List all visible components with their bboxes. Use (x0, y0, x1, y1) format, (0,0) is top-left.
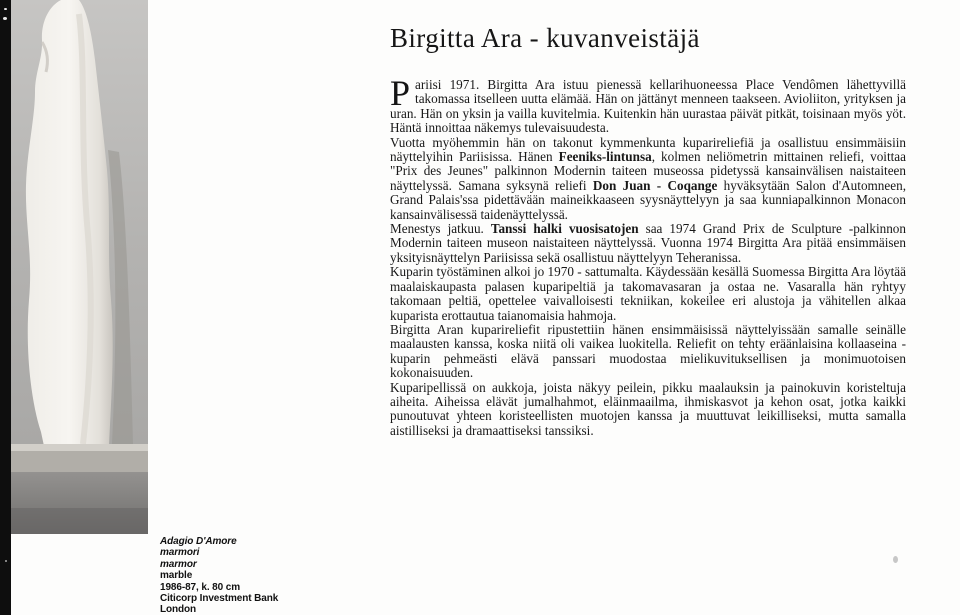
drop-cap: P (390, 73, 411, 113)
article-paragraph (390, 381, 906, 439)
sculpture-photo (11, 0, 148, 534)
caption-line: London (160, 604, 197, 615)
article (390, 22, 906, 438)
text-segment: Kuparin työstäminen alkoi jo 1970 - sattumalta. Käydessään kesällä Suomessa Birgitta Ara löytää maalaiskaupasta palasen kuparipeltiä ja takomavasaran ja ostaa ne. Vasaralla hän ryhtyy takomaan peltiä, opettelee vaivalloisesti tekniikan, kokeilee eri alustoja ja vähitellen alkaa kuparista erottautua taianomaisia hahmoja. (390, 264, 906, 323)
caption-line: 1986-87, k. 80 cm (160, 581, 241, 593)
article-paragraph (390, 222, 906, 265)
sculpture-photo-image (11, 0, 148, 534)
artwork-title: Tanssi halki vuosisatojen (490, 221, 639, 237)
text-segment: Kuparipellissä on aukkoja, joista näkyy peilein, pikku maalauksin ja painokuvin koristeltuja aiheita. Aiheissa elävät jumalhahmot, eläinmaailma, ihmiskasvot ja kehon osat, jotka kaikki punoutuvat yhteen koristeellisten muotojen kanssa ja muuttuvat leikilliseksi, mutta samalla aistilliseksi ja dramaattiseksi tanssiksi. (390, 379, 906, 438)
caption-line: marmori (160, 547, 200, 559)
text-segment: saa 1974 Grand Prix de Sculpture -palkinnon Modernin taiteen museon naistaiteen näyttelyssä. Vuonna 1974 Birgitta Ara pitää ensimmäisen yksityisnäyttelyn Pariisissa sekä osallistuu näyttelyyn Teheranissa. (390, 221, 906, 265)
article-paragraph (390, 136, 906, 222)
caption-line: Citicorp Investment Bank (160, 593, 279, 605)
page-title: Birgitta Ara - kuvanveistäjä (390, 23, 700, 53)
article-paragraph (390, 323, 906, 381)
artwork-title: Feeniks-lintunsa (558, 149, 652, 165)
article-paragraph (390, 73, 906, 136)
page-gutter-bar (0, 0, 11, 615)
caption-line: Adagio D'Amore (160, 536, 237, 547)
scan-artifact (893, 556, 898, 563)
photo-caption (160, 536, 278, 615)
text-segment: Birgitta Aran kuparireliefit ripustettiin hänen ensimmäisissä näyttelyissään samalle seinälle maalausten kanssa, koska niitä oli vaikea luokitella. Reliefit on tehty eräänlaisina kollaaseina - kuparin pehmeästi elävä panssari muodostaa mielikuvituksellisen ja monimuotoisen kokonaisuuden. (390, 321, 906, 381)
caption-line: marble (160, 570, 193, 582)
text-segment: , kolmen neliömetrin mittainen reliefi, voittaa "Prix des Jeunes" palkinnon Modernin taiteen museossa pidetyssä kansainvälisen naistaiteen näyttelyssä. Samana syksynä reliefi (390, 149, 907, 193)
artwork-title: Don Juan - Coqange (592, 177, 718, 193)
article-body (390, 73, 907, 438)
film-speck (5, 560, 7, 562)
text-segment: Menestys jatkuu. (390, 221, 491, 237)
caption-line: marmor (160, 558, 197, 570)
article-paragraph (390, 265, 906, 323)
text-segment: ariisi 1971. Birgitta Ara istuu pienessä kellarihuoneessa Place Vendômen lähettyvillä takomassa itselleen uutta elämää. Hän on jättänyt menneen taakseen. Avioliiton, yrityksen ja uran. Hän on yksin ja vailla kuvitelmia. Kuitenkin hän uurastaa päivät pitkät, toisinaan myös yöt. Häntä innoittaa näkemys tulevaisuudesta. (390, 77, 906, 136)
text-segment: Vuotta myöhemmin hän on takonut kymmenkunta kuparireliefiä ja osallistuu ensimmäisiin näyttelyihin Pariisissa. Hänen (390, 134, 906, 165)
text-segment: hyväksytään Salon d'Automneen, Grand Palais'ssa pidettävään maineikkaaseen syysnäyttelyyn ja saa kunniapalkinnon Monacon kansainvälisessä taidenäyttelyssä. (390, 177, 906, 222)
film-speck (3, 17, 7, 20)
film-speck (4, 8, 7, 10)
